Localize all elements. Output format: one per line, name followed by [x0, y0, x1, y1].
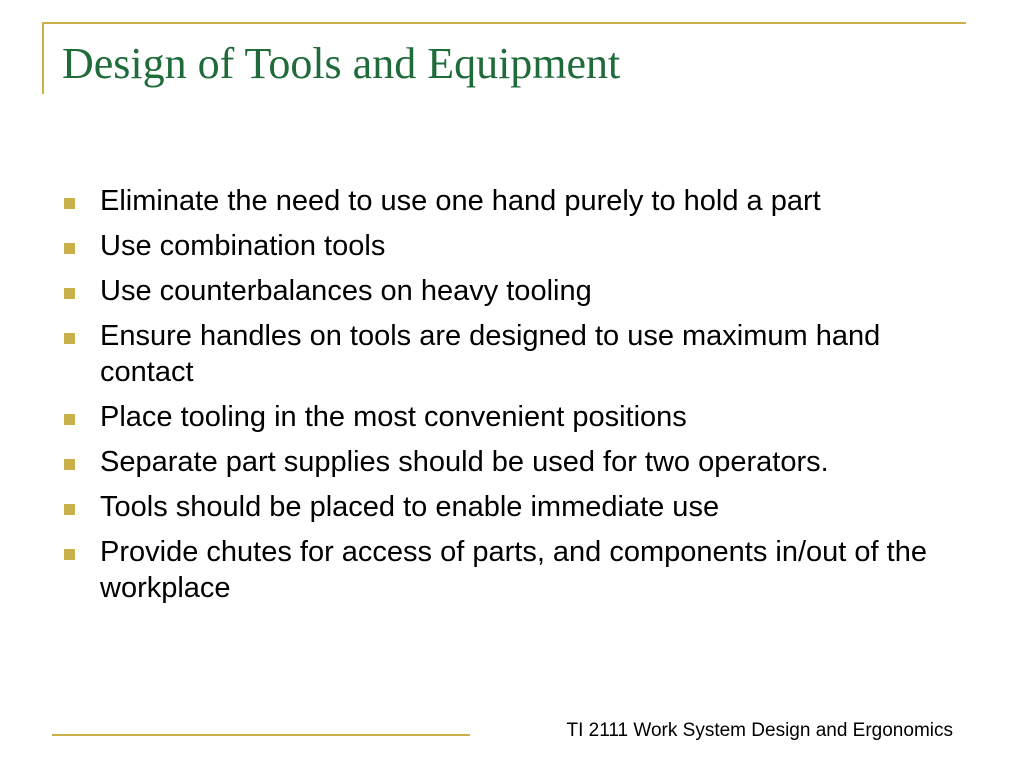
square-bullet-icon	[64, 288, 75, 299]
square-bullet-icon	[64, 198, 75, 209]
bullet-text: Use combination tools	[100, 230, 386, 262]
bullet-item	[64, 444, 964, 480]
bullet-item	[64, 489, 964, 525]
bullet-text: Ensure handles on tools are designed to use maximum hand contact	[100, 320, 881, 388]
bullet-text: Tools should be placed to enable immediate use	[100, 491, 720, 523]
square-bullet-icon	[64, 414, 75, 425]
square-bullet-icon	[64, 459, 75, 470]
bullet-item	[64, 183, 964, 219]
bullet-item	[64, 228, 964, 264]
top-accent-line	[42, 22, 966, 24]
bullet-item	[64, 273, 964, 309]
square-bullet-icon	[64, 333, 75, 344]
left-accent-line	[42, 22, 44, 94]
bullet-text: Provide chutes for access of parts, and components in/out of the workplace	[100, 536, 927, 604]
slide-title: Design of Tools and Equipment	[62, 39, 621, 88]
square-bullet-icon	[64, 243, 75, 254]
bullet-list	[64, 183, 964, 615]
footer-accent-line	[52, 734, 470, 736]
bullet-text: Place tooling in the most convenient positions	[100, 401, 687, 433]
square-bullet-icon	[64, 504, 75, 515]
square-bullet-icon	[64, 549, 75, 560]
bullet-item	[64, 399, 964, 435]
footer-text: TI 2111 Work System Design and Ergonomics	[566, 720, 953, 741]
bullet-text: Eliminate the need to use one hand purely to hold a part	[100, 185, 821, 217]
bullet-text: Use counterbalances on heavy tooling	[100, 275, 592, 307]
bullet-text: Separate part supplies should be used for two operators.	[100, 446, 829, 478]
bullet-item	[64, 318, 964, 390]
bullet-item	[64, 534, 964, 606]
